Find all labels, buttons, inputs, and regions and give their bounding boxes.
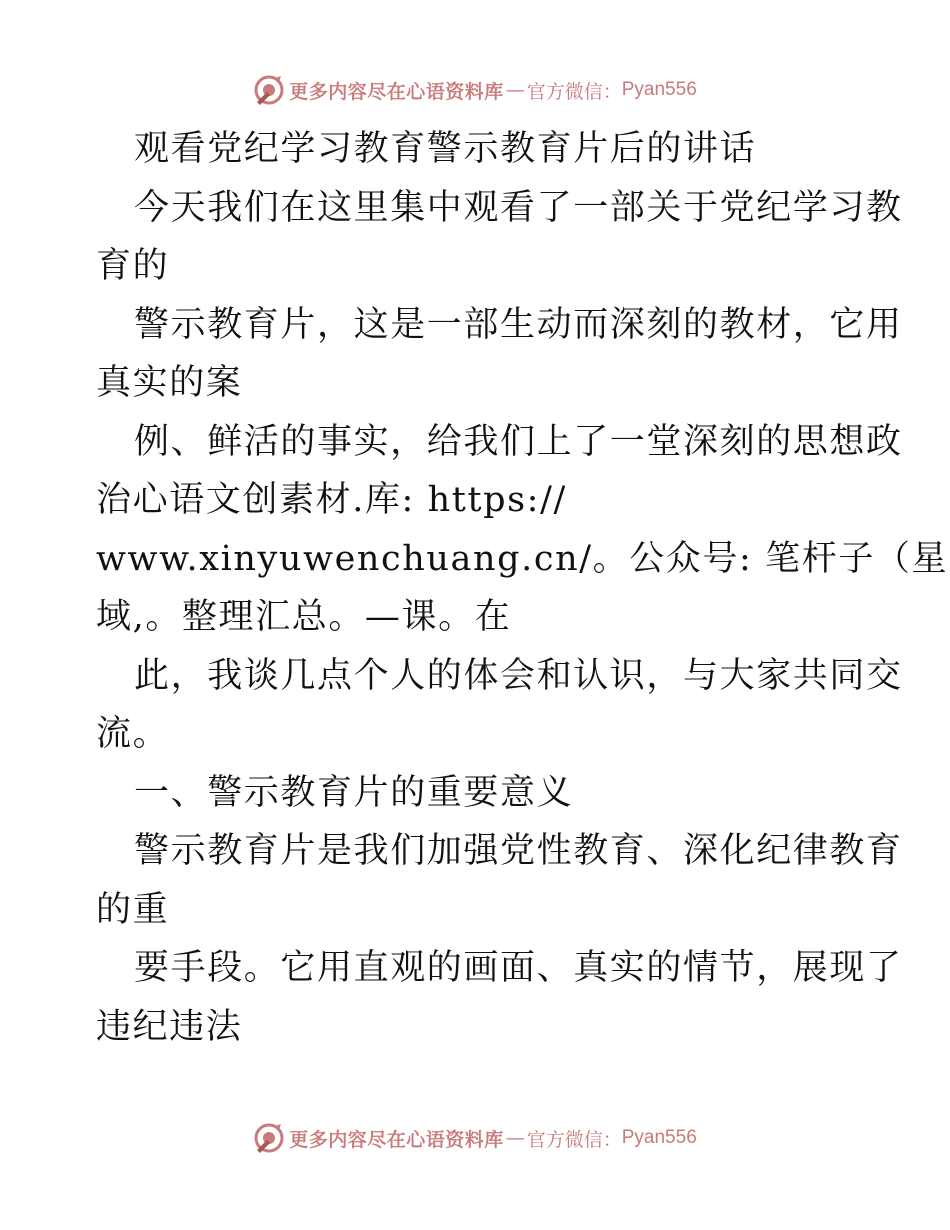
pen-circle-icon — [253, 74, 285, 106]
document-body — [96, 120, 949, 1056]
paragraph-line: 治心语文创素材.库: https:// — [96, 480, 567, 520]
watermark-dash: — — [505, 79, 525, 101]
section-heading: 一、警示教育片的重要意义 — [134, 772, 574, 813]
watermark-wechat-id: Pyan556 — [621, 1127, 697, 1148]
pen-circle-icon — [253, 1122, 285, 1154]
watermark-brand-text: 更多内容尽在心语资料库 — [289, 80, 504, 103]
watermark-wechat-label: 官方微信： — [526, 1128, 622, 1151]
paragraph-line: 此，我谈几点个人的体会和认识，与大家共同交 — [134, 655, 903, 696]
paragraph-line: 真实的案 — [96, 363, 243, 403]
paragraph-line: 例、鲜活的事实，给我们上了一堂深刻的思想政 — [134, 421, 903, 462]
paragraph-line: 域,。整理汇总。—课。在 — [96, 597, 512, 637]
paragraph-line: 警示教育片是我们加强党性教育、深化纪律教育 — [134, 831, 903, 871]
paragraph-line: 违纪违法 — [96, 1006, 243, 1047]
paragraph-line: 要手段。它用直观的画面、真实的情节，展现了 — [134, 948, 903, 988]
paragraph-line: 的重 — [96, 889, 170, 930]
paragraph-line: 今天我们在这里集中观看了一部关于党纪学习教 — [134, 187, 903, 228]
document-title: 观看党纪学习教育警示教育片后的讲话 — [134, 129, 757, 169]
watermark-wechat-id: Pyan556 — [621, 79, 697, 100]
header-watermark-banner — [0, 70, 950, 110]
paragraph-line: 流。 — [96, 714, 170, 754]
footer-watermark-banner — [0, 1118, 950, 1158]
paragraph-line: 警示教育片，这是一部生动而深刻的教材，它用 — [134, 304, 903, 345]
watermark-dash: — — [505, 1127, 525, 1149]
paragraph-line: 育的 — [96, 246, 170, 286]
watermark-brand-text: 更多内容尽在心语资料库 — [289, 1128, 504, 1151]
watermark-wechat-label: 官方微信： — [526, 80, 622, 103]
paragraph-line-url: www.xinyuwenchuang.cn/。公众号: 笔杆子（星 — [96, 538, 949, 579]
